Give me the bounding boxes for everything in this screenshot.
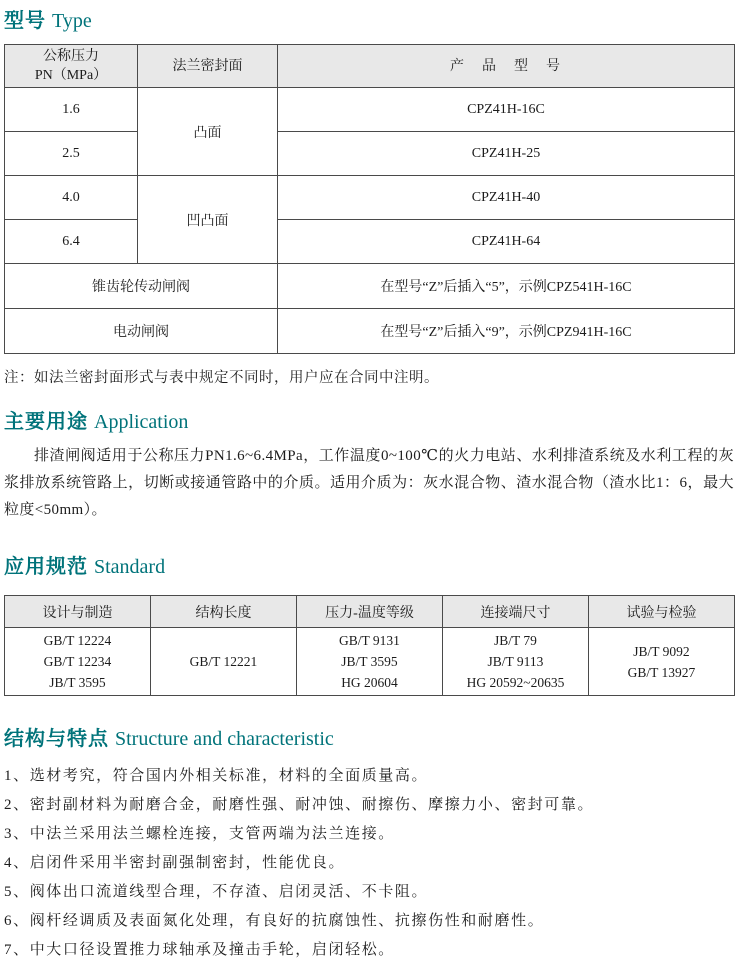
std-line: JB/T 3595 [49,675,106,690]
list-item: 2、密封副材料为耐磨合金，耐磨性强、耐冲蚀、耐擦伤、摩擦力小、密封可靠。 [4,797,595,813]
special-row-desc: 在型号“Z”后插入“5”，示例CPZ541H-16C [278,264,735,309]
standard-table-header-row [5,596,735,628]
list-item: 4、启闭件采用半密封副强制密封，性能优良。 [4,855,346,871]
section-title-type-en: Type [52,10,92,32]
pn-value: 1.6 [5,88,138,132]
section-title-structure-zh: 结构与特点 [4,728,109,750]
section-title-application-en: Application [94,411,189,433]
table-row-bevel-gear [5,264,735,309]
type-table [4,44,735,354]
list-item: 6、阀杆经调质及表面氮化处理，有良好的抗腐蚀性、抗擦伤性和耐磨性。 [4,913,545,929]
special-row-label: 锥齿轮传动闸阀 [5,264,278,309]
std-line: GB/T 12221 [189,654,258,669]
section-title-structure [4,726,734,754]
std-line: HG 20592~20635 [466,675,565,690]
section-title-type-zh: 型号 [4,10,46,32]
list-item: 1、选材考究，符合国内外相关标准，材料的全面质量高。 [4,768,429,784]
std-cell-design [5,628,151,696]
std-line: GB/T 12234 [43,654,112,669]
list-item: 7、中大口径设置推力球轴承及撞击手轮，启闭轻松。 [4,942,395,958]
std-cell-connection [443,628,589,696]
std-cell-pressure-temp [297,628,443,696]
special-row-desc: 在型号“Z”后插入“9”，示例CPZ941H-16C [278,309,735,354]
list-item: 3、中法兰采用法兰螺栓连接，支管两端为法兰连接。 [4,826,395,842]
table-row [5,220,735,264]
model-value: CPZ41H-16C [278,88,735,132]
application-paragraph: 排渣闸阀适用于公称压力PN1.6~6.4MPa，工作温度0~100℃的火力电站、水利排渣系统及水利工程的灰浆排放系统管路上，切断或接通管路中的介质。适用介质为：灰水混合物、渣水混合物（渣水比1：6，最大粒度<50mm）。 [4,448,734,518]
section-title-type [4,8,734,36]
pn-value: 4.0 [5,176,138,220]
std-header-test: 试验与检验 [589,596,735,628]
section-title-standard [4,554,734,582]
section-title-application-zh: 主要用途 [4,411,88,433]
std-line: GB/T 12224 [43,633,112,648]
type-header-pressure-line2: PN（MPa） [34,68,108,83]
standard-table-body-row [5,628,735,696]
std-cell-length [151,628,297,696]
std-line: HG 20604 [341,675,398,690]
std-header-design: 设计与制造 [5,596,151,628]
table-row [5,132,735,176]
section-title-standard-en: Standard [94,556,166,578]
std-line: JB/T 79 [494,633,537,648]
type-header-model: 产 品 型 号 [278,45,735,88]
type-header-pressure [5,45,138,88]
model-value: CPZ41H-40 [278,176,735,220]
type-header-flange-face: 法兰密封面 [138,45,278,88]
std-line: JB/T 9113 [487,654,544,669]
pn-value: 2.5 [5,132,138,176]
type-table-header-row [5,45,735,88]
std-header-length: 结构长度 [151,596,297,628]
pn-value: 6.4 [5,220,138,264]
model-value: CPZ41H-25 [278,132,735,176]
structure-feature-list [4,762,734,958]
std-cell-test [589,628,735,696]
standard-table [4,595,735,696]
std-line: GB/T 13927 [627,664,696,680]
face-group-concave-convex: 凹凸面 [138,176,278,264]
table-row [5,88,735,132]
section-title-application [4,409,734,437]
std-line: GB/T 9131 [339,633,400,648]
table-row-electric [5,309,735,354]
list-item: 5、阀体出口流道线型合理，不存渣、启闭灵活、不卡阻。 [4,884,429,900]
section-title-standard-zh: 应用规范 [4,556,88,578]
model-value: CPZ41H-64 [278,220,735,264]
table-row [5,176,735,220]
special-row-label: 电动闸阀 [5,309,278,354]
face-group-raised: 凸面 [138,88,278,176]
section-title-structure-en: Structure and characteristic [115,728,334,750]
std-header-pressure-temp: 压力-温度等级 [297,596,443,628]
std-header-connection: 连接端尺寸 [443,596,589,628]
std-line: JB/T 3595 [341,654,398,669]
std-line: JB/T 9092 [633,643,690,659]
type-table-note: 注：如法兰密封面形式与表中规定不同时，用户应在合同中注明。 [4,370,439,386]
type-header-pressure-line1: 公称压力 [43,49,99,64]
